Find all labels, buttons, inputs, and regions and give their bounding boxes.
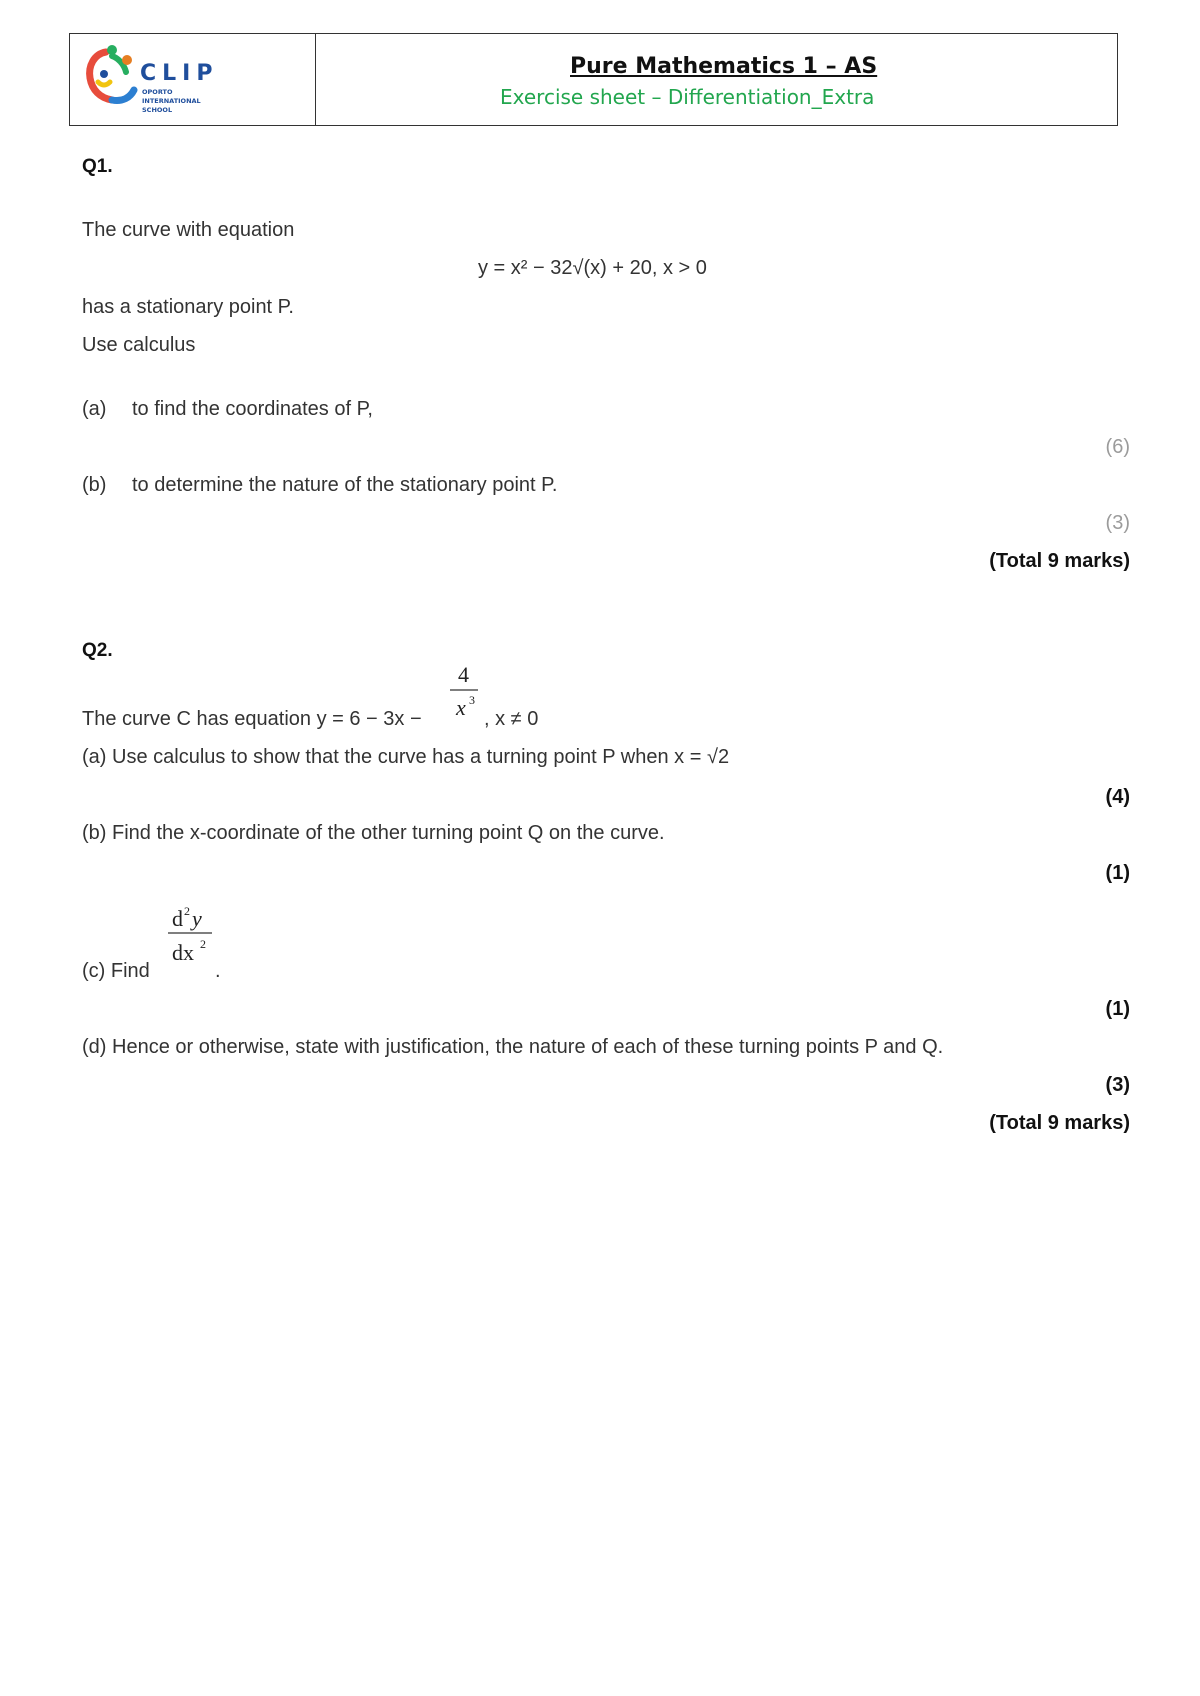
- school-logo: [82, 42, 242, 120]
- q2-total: (Total 9 marks): [989, 1112, 1130, 1134]
- q2-deriv-num-exp: 2: [184, 904, 190, 918]
- q1-total: (Total 9 marks): [989, 550, 1130, 572]
- q2-intro-before: The curve C has equation y = 6 − 3x −: [82, 708, 422, 730]
- q1-part-b-marks: (3): [1105, 512, 1130, 534]
- q2-frac-den-exp: 3: [469, 693, 475, 707]
- q2-part-b-marks: (1): [1105, 862, 1130, 884]
- q2-frac-num: 4: [458, 662, 469, 687]
- q2-heading: Q2.: [82, 640, 113, 661]
- q2-intro-after: , x ≠ 0: [484, 708, 539, 730]
- q1-heading: Q1.: [82, 156, 113, 177]
- logo-subtext-2: INTERNATIONAL: [142, 97, 201, 105]
- q1-part-a-text: to find the coordinates of P,: [132, 398, 373, 420]
- q1-line2: has a stationary point P.: [82, 296, 294, 318]
- q1-intro: The curve with equation: [82, 219, 295, 241]
- header-divider: [315, 33, 316, 126]
- q1-part-b-label: (b): [82, 474, 107, 496]
- q2-deriv-den-exp: 2: [200, 937, 206, 951]
- q2-fraction: [446, 660, 484, 730]
- q2-part-c-after: .: [215, 960, 221, 982]
- q2-part-d: (d) Hence or otherwise, state with justification, the nature of each of these turning points P and Q.: [82, 1036, 944, 1058]
- q2-part-d-marks: (3): [1105, 1074, 1130, 1096]
- q2-deriv-num-var: y: [192, 906, 202, 931]
- q2-deriv-num: d: [172, 906, 183, 931]
- q1-equation: y = x² − 32√(x) + 20, x > 0: [478, 257, 707, 279]
- logo-text: CLIP: [140, 61, 219, 86]
- q2-frac-den: x: [456, 695, 466, 720]
- q1-part-b-text: to determine the nature of the stationary point P.: [132, 474, 558, 496]
- document-subtitle: Exercise sheet – Differentiation_Extra: [500, 85, 875, 109]
- q2-part-b: (b) Find the x-coordinate of the other turning point Q on the curve.: [82, 822, 665, 844]
- logo-subtext-1: OPORTO: [142, 88, 173, 96]
- q1-line3: Use calculus: [82, 334, 196, 356]
- q2-part-a: (a) Use calculus to show that the curve has a turning point P when x = √2: [82, 746, 730, 768]
- q1-part-a-marks: (6): [1105, 436, 1130, 458]
- q2-part-a-marks: (4): [1105, 786, 1130, 808]
- document-title: Pure Mathematics 1 – AS: [570, 54, 878, 79]
- q2-part-c-marks: (1): [1105, 998, 1130, 1020]
- q2-second-derivative: [166, 898, 214, 978]
- q2-deriv-den: dx: [172, 940, 194, 965]
- q2-part-c-before: (c) Find: [82, 960, 150, 982]
- q1-part-a-label: (a): [82, 398, 107, 420]
- logo-subtext-3: SCHOOL: [142, 106, 173, 114]
